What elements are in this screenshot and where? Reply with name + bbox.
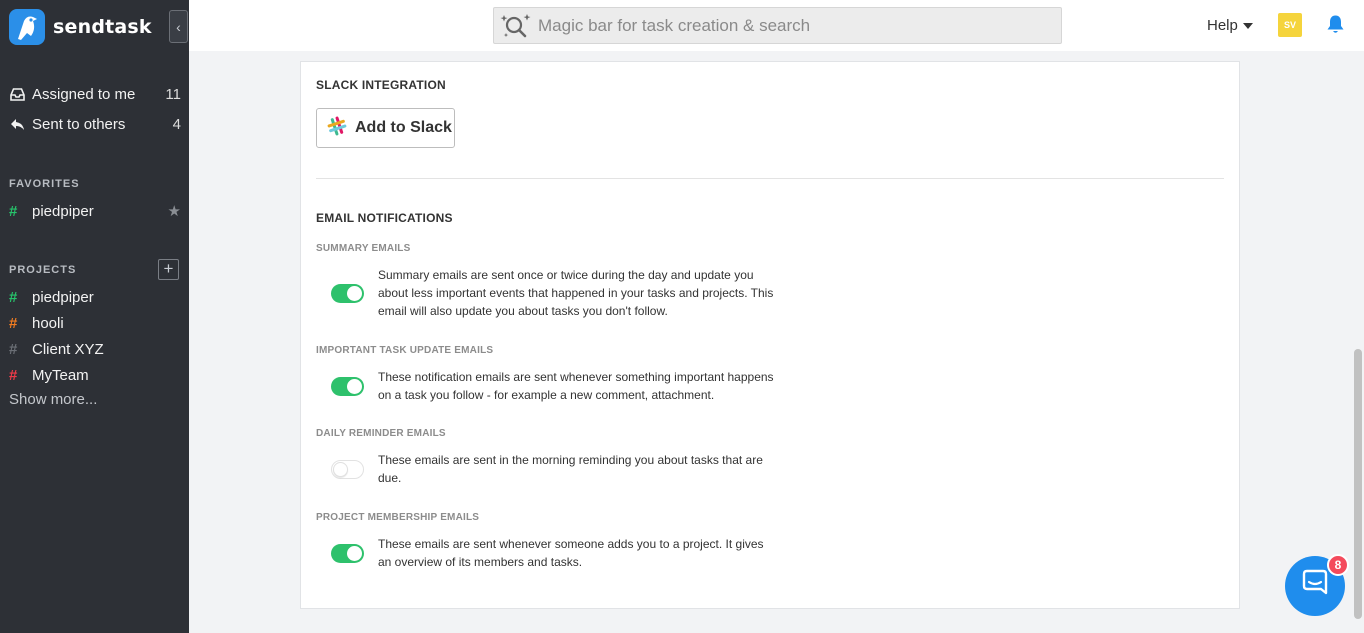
toggle-knob [333,462,348,477]
favorites-heading: FAVORITES [9,178,80,190]
project-membership-emails-heading: PROJECT MEMBERSHIP EMAILS [316,512,480,523]
scrollbar-thumb[interactable] [1354,349,1362,619]
toggle-knob [347,546,362,561]
daily-reminder-emails-description: These emails are sent in the morning reminding you about tasks that are due. [378,453,763,485]
chat-bubble-icon [1300,569,1330,604]
inbox-icon [9,87,25,103]
help-menu[interactable] [1207,17,1253,34]
slack-integration-heading: SLACK INTEGRATION [316,78,446,92]
important-task-update-emails-description: These notification emails are sent whenever something important happens on a task you follow - for example a new comment, attachment. [378,370,774,402]
bird-logo-icon [9,9,45,45]
collapse-sidebar-button[interactable] [169,10,188,43]
project-membership-emails-toggle[interactable] [331,544,364,563]
hash-icon: # [9,315,18,332]
project-label: Client XYZ [32,341,104,358]
favorite-item-piedpiper[interactable] [9,202,181,220]
project-item-myteam[interactable] [9,367,181,384]
add-project-button[interactable] [158,259,179,280]
section-divider [316,178,1224,179]
sidebar-item-label: Sent to others [32,116,126,133]
project-label: piedpiper [32,289,94,306]
summary-emails-description: Summary emails are sent once or twice during the day and update you about less important events that happened in your tasks and projects. This email will also update you about tasks you don't follow. [378,268,774,318]
hash-icon: # [9,367,18,384]
toggle-knob [347,286,362,301]
sidebar-item-assigned-to-me[interactable] [9,86,181,103]
star-icon[interactable]: ★ [167,203,181,220]
add-to-slack-label: Add to Slack [355,119,452,136]
project-membership-emails-description: These emails are sent whenever someone adds you to a project. It gives an overview of its members and tasks. [378,537,764,569]
hash-icon: # [9,202,18,220]
magic-search-icon [494,7,538,44]
show-more-link[interactable]: Show more... [9,391,98,408]
daily-reminder-emails-toggle[interactable] [331,460,364,479]
sidebar-item-sent-to-others[interactable] [9,116,181,133]
chat-unread-badge: 8 [1327,554,1349,576]
daily-reminder-emails-heading: DAILY REMINDER EMAILS [316,428,446,439]
magic-bar-input[interactable] [538,16,1038,36]
assigned-count: 11 [165,86,181,103]
notification-settings-card [300,61,1240,609]
sidebar-item-label: Assigned to me [32,86,136,103]
important-task-update-emails-toggle[interactable] [331,377,364,396]
toggle-knob [347,379,362,394]
help-label: Help [1207,17,1238,34]
caret-down-icon [1243,23,1253,29]
sidebar [0,0,189,633]
project-label: MyTeam [32,367,89,384]
bell-icon[interactable] [1326,14,1345,40]
slack-logo-icon [326,115,348,142]
favorite-label: piedpiper [32,202,94,220]
email-notifications-heading: EMAIL NOTIFICATIONS [316,211,453,225]
magic-bar[interactable] [493,7,1062,44]
sent-count: 4 [172,116,181,133]
reply-arrow-icon [9,117,25,133]
app-name: sendtask [53,16,152,38]
user-avatar[interactable]: SV [1278,13,1302,37]
app-logo[interactable] [9,9,152,45]
project-label: hooli [32,315,64,332]
hash-icon: # [9,289,18,306]
summary-emails-toggle[interactable] [331,284,364,303]
plus-icon: + [163,259,174,278]
page-scrollbar[interactable] [1353,51,1364,633]
chevron-left-icon: ‹ [176,18,181,35]
project-item-piedpiper[interactable] [9,289,181,306]
summary-emails-heading: SUMMARY EMAILS [316,243,411,254]
project-item-client-xyz[interactable] [9,341,181,358]
project-item-hooli[interactable] [9,315,181,332]
projects-heading: PROJECTS [9,264,77,276]
hash-icon: # [9,341,18,358]
important-task-update-emails-heading: IMPORTANT TASK UPDATE EMAILS [316,345,494,356]
add-to-slack-button[interactable] [316,108,455,148]
top-bar [189,0,1364,51]
